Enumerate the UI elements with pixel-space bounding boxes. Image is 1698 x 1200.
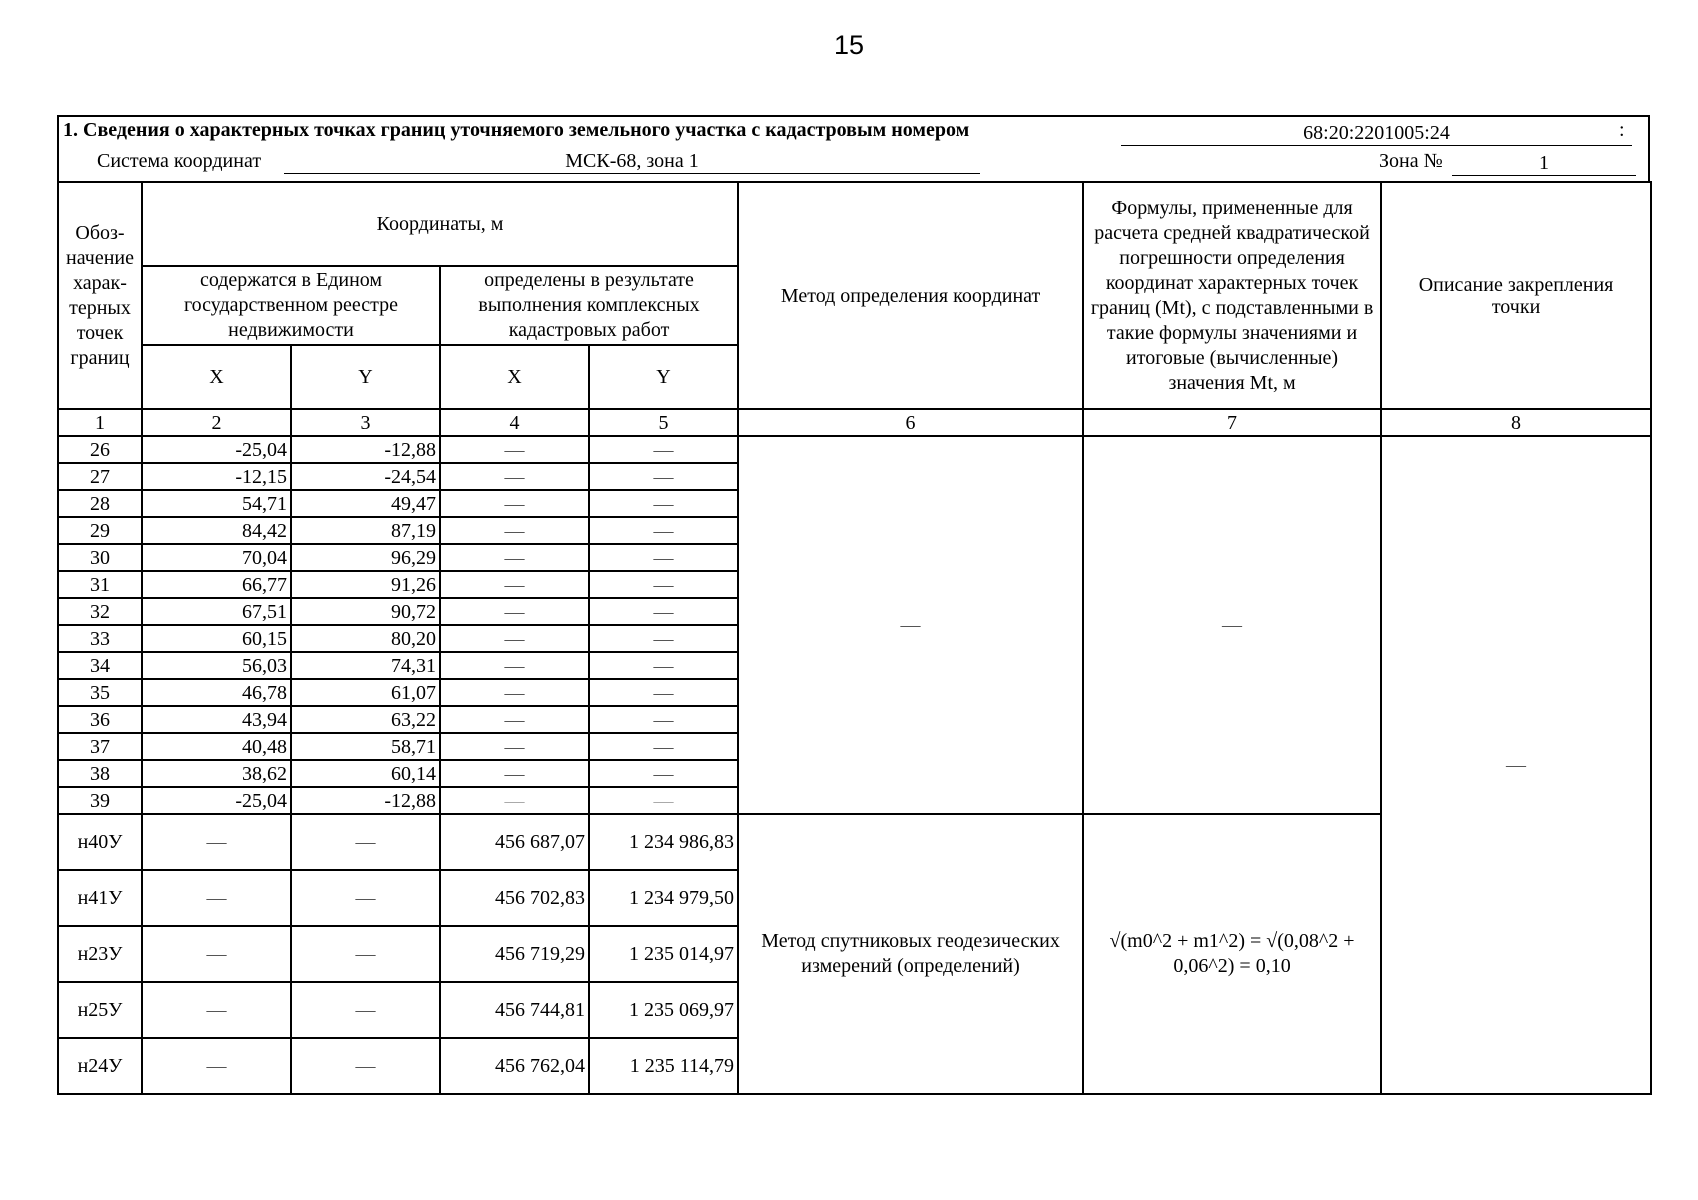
egrn-y-value: 80,20 [291,625,440,652]
complex-x-value: — [440,571,589,598]
egrn-y-value: 87,19 [291,517,440,544]
egrn-y-value: — [291,1038,440,1094]
complex-y-value: — [589,571,738,598]
complex-x-value: — [440,490,589,517]
page-number: 15 [833,30,865,60]
complex-y-value: — [589,517,738,544]
point-id: 37 [58,733,142,760]
complex-x-value: — [440,436,589,463]
point-id: 27 [58,463,142,490]
header-designation [58,182,142,409]
egrn-y-value: 96,29 [291,544,440,571]
existing-method-cell: — [738,436,1083,814]
complex-y-value: — [589,463,738,490]
complex-y-value: — [589,598,738,625]
point-id: 34 [58,652,142,679]
complex-y-value: — [589,787,738,814]
point-id: 38 [58,760,142,787]
header-egrn-x: X [142,345,291,409]
point-id: 29 [58,517,142,544]
egrn-y-value: 49,47 [291,490,440,517]
complex-x-value: — [440,760,589,787]
column-index-row [58,409,1651,436]
point-id: 35 [58,679,142,706]
complex-x-value: — [440,598,589,625]
complex-x-value: 456 687,07 [440,814,589,870]
table-row [58,436,1651,463]
egrn-x-value: -12,15 [142,463,291,490]
point-id: 28 [58,490,142,517]
point-id: 36 [58,706,142,733]
header-complex: определены в результате выполнения комплексных кадастровых работ [440,266,738,345]
complex-x-value: 456 762,04 [440,1038,589,1094]
document-section [57,115,1650,1095]
egrn-x-value: 67,51 [142,598,291,625]
point-id: 33 [58,625,142,652]
egrn-y-value: 91,26 [291,571,440,598]
column-index-cell: 2 [142,409,291,436]
complex-x-value: — [440,787,589,814]
egrn-y-value: — [291,870,440,926]
egrn-y-value: 90,72 [291,598,440,625]
existing-formula-cell: — [1083,436,1381,814]
header-description: Описание закрепления точки [1381,182,1651,409]
column-index-cell: 1 [58,409,142,436]
complex-x-value: 456 744,81 [440,982,589,1038]
egrn-y-value: -12,88 [291,436,440,463]
points-table [57,181,1652,1095]
egrn-y-value: -24,54 [291,463,440,490]
egrn-x-value: 66,77 [142,571,291,598]
description-cell: — [1381,436,1651,1094]
egrn-y-value: — [291,982,440,1038]
egrn-y-value: 60,14 [291,760,440,787]
complex-x-value: — [440,652,589,679]
complex-y-value: — [589,706,738,733]
coord-system-label: Система координат [97,150,262,172]
egrn-x-value: — [142,814,291,870]
section-heading: 1. Сведения о характерных точках границ уточняемого земельного участка с кадастровым номером [63,119,970,141]
point-id: 39 [58,787,142,814]
point-id: н23У [58,926,142,982]
egrn-x-value: 60,15 [142,625,291,652]
complex-y-value: 1 235 114,79 [589,1038,738,1094]
egrn-x-value: — [142,1038,291,1094]
egrn-x-value: 46,78 [142,679,291,706]
complex-x-value: 456 719,29 [440,926,589,982]
complex-y-value: 1 235 014,97 [589,926,738,982]
egrn-y-value: -12,88 [291,787,440,814]
column-index-cell: 7 [1083,409,1381,436]
egrn-y-value: — [291,814,440,870]
egrn-x-value: 40,48 [142,733,291,760]
point-id: н41У [58,870,142,926]
complex-y-value: — [589,544,738,571]
egrn-x-value: — [142,982,291,1038]
section-title-box [57,115,1650,181]
coord-system-value: МСК-68, зона 1 [284,149,980,174]
zone-value: 1 [1452,151,1636,176]
point-id: н25У [58,982,142,1038]
complex-y-value: — [589,733,738,760]
new-formula-cell: √(m0^2 + m1^2) = √(0,08^2 + 0,06^2) = 0,10 [1083,814,1381,1094]
column-index-cell: 6 [738,409,1083,436]
column-index-cell: 8 [1381,409,1651,436]
column-index-cell: 4 [440,409,589,436]
column-index-cell: 3 [291,409,440,436]
egrn-x-value: 84,42 [142,517,291,544]
egrn-x-value: — [142,870,291,926]
complex-x-value: — [440,733,589,760]
point-id: 32 [58,598,142,625]
new-method-cell: Метод спутниковых геодезических измерений (определений) [738,814,1083,1094]
complex-x-value: — [440,463,589,490]
complex-y-value: — [589,490,738,517]
egrn-x-value: 54,71 [142,490,291,517]
point-id: 31 [58,571,142,598]
point-id: н24У [58,1038,142,1094]
complex-x-value: — [440,679,589,706]
complex-y-value: 1 234 979,50 [589,870,738,926]
complex-y-value: — [589,679,738,706]
egrn-x-value: — [142,926,291,982]
complex-x-value: 456 702,83 [440,870,589,926]
header-complex-y: Y [589,345,738,409]
egrn-x-value: 70,04 [142,544,291,571]
egrn-x-value: 43,94 [142,706,291,733]
egrn-y-value: 58,71 [291,733,440,760]
point-id: 26 [58,436,142,463]
complex-x-value: — [440,706,589,733]
header-method: Метод определения координат [738,182,1083,409]
egrn-x-value: 38,62 [142,760,291,787]
header-coordinates: Координаты, м [142,182,738,266]
egrn-x-value: -25,04 [142,436,291,463]
cadastral-number: 68:20:2201005:24 [1121,121,1632,146]
egrn-y-value: 61,07 [291,679,440,706]
complex-y-value: 1 234 986,83 [589,814,738,870]
complex-x-value: — [440,517,589,544]
header-formulas: Формулы, примененные для расчета средней квадратической погрешности определения координат характерных точек границ (Mt), с подставленными в такие формулы значениями и итоговые (вычисленные) значения Mt, м [1083,182,1381,409]
cadastral-colon: : [1619,119,1625,141]
point-id: н40У [58,814,142,870]
egrn-y-value: 74,31 [291,652,440,679]
egrn-y-value: — [291,926,440,982]
header-designation-text: Обоз-начение харак-терных точек границ [66,221,134,369]
complex-y-value: — [589,652,738,679]
complex-y-value: — [589,625,738,652]
zone-label: Зона № [1379,150,1443,172]
header-complex-x: X [440,345,589,409]
header-egrn-y: Y [291,345,440,409]
complex-x-value: — [440,544,589,571]
complex-y-value: — [589,436,738,463]
header-egrn: содержатся в Едином государственном реестре недвижимости [142,266,440,345]
complex-y-value: 1 235 069,97 [589,982,738,1038]
egrn-y-value: 63,22 [291,706,440,733]
egrn-x-value: 56,03 [142,652,291,679]
column-index-cell: 5 [589,409,738,436]
egrn-x-value: -25,04 [142,787,291,814]
complex-x-value: — [440,625,589,652]
point-id: 30 [58,544,142,571]
complex-y-value: — [589,760,738,787]
